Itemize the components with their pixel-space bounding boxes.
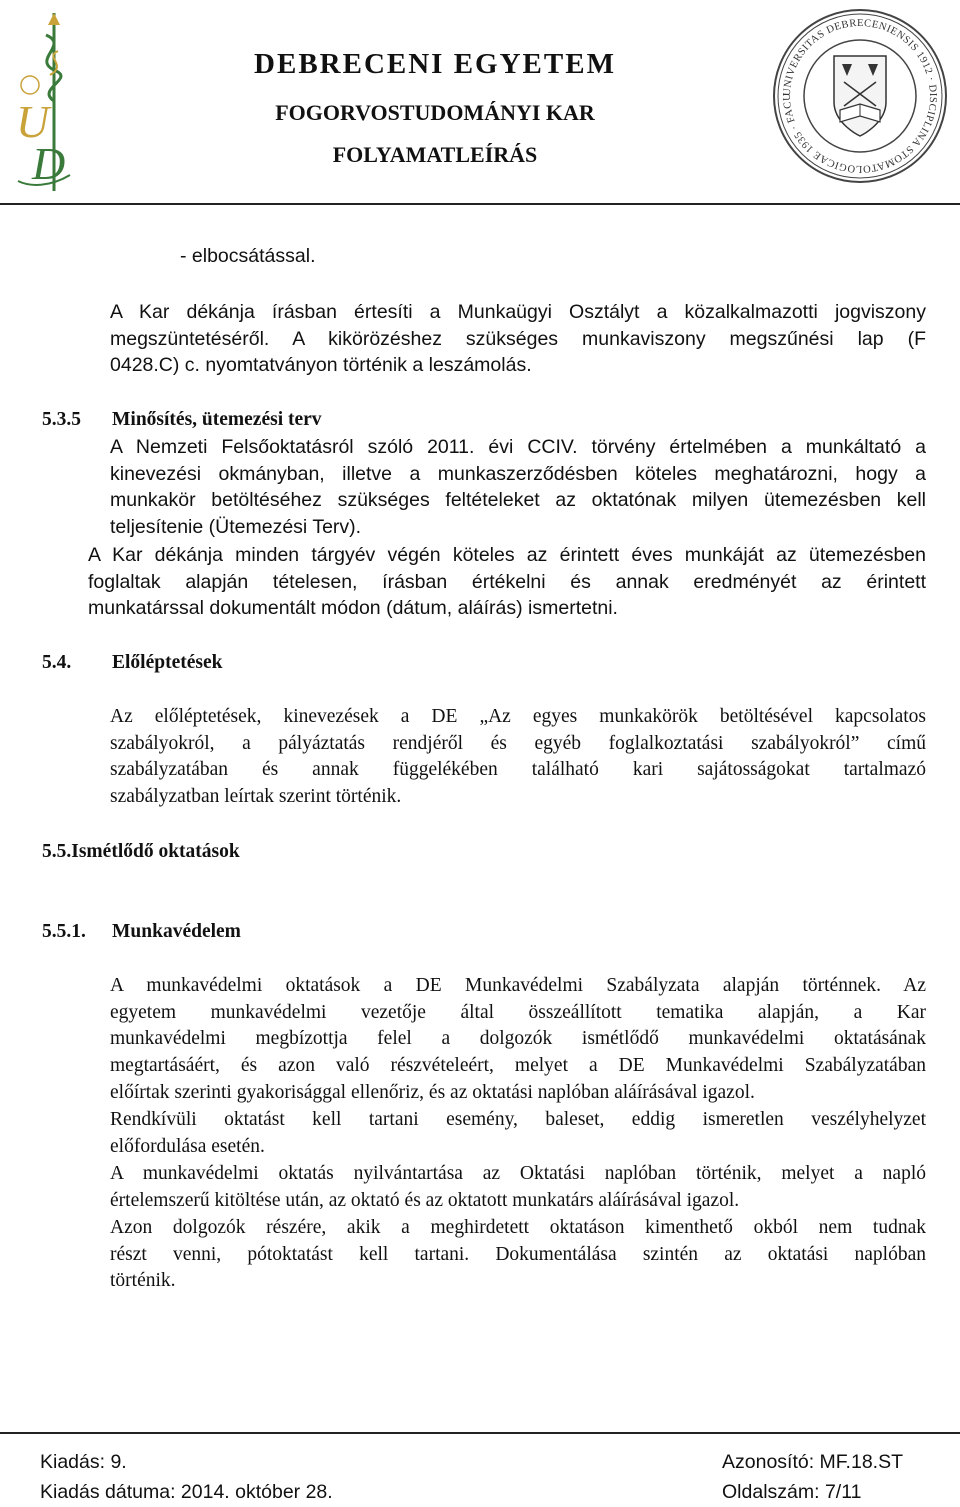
text-line: szabályokról, a pályáztatás rendjéről és egyéb foglalkoztatási szabályokról” című [110, 732, 926, 754]
section-5-5-heading: 5.5.Ismétlődő oktatások [42, 841, 240, 862]
paragraph-extraordinary-training [110, 1107, 926, 1160]
section-5-4-number: 5.4. [42, 652, 72, 673]
paragraph-annual-evaluation [88, 542, 926, 622]
text-line: A Kar dékánja írásban értesíti a Munkaügyi Osztályt a közalkalmazotti jogviszony [110, 301, 926, 323]
text-line: A munkavédelmi oktatás nyilvántartása az Oktatási naplóban történik, melyet a napló [110, 1163, 926, 1184]
header-divider [0, 203, 960, 205]
section-5-3-5-title: Minősítés, ütemezési terv [112, 409, 322, 430]
text-line: előírtak szerinti gyakorisággal ellenőriz, és az oktatási naplóban aláírásával igazol. [110, 1081, 755, 1103]
document-identifier: Azonosító: MF.18.ST [722, 1451, 903, 1473]
text-line: szabályzatában és annak függelékében található kari sajátosságokat tartalmazó [110, 759, 926, 781]
section-5-3-5-number: 5.3.5 [42, 409, 81, 430]
text-line: egyetem munkavédelmi vezetője által összeállított tematika alapján, a Kar [110, 1001, 926, 1023]
text-line: Az előléptetések, kinevezések a DE „Az egyes munkakörök betöltésével kapcsolatos [110, 706, 926, 727]
paragraph-training-records [110, 1161, 926, 1214]
text-line: munkatárssal dokumentált módon (dátum, aláírás) ismertetni. [88, 597, 618, 620]
section-5-5-1-title: Munkavédelem [112, 921, 241, 942]
text-line: megszüntetéséről. A kikörözéshez szükséges munkaviszony megszűnési lap (F [110, 327, 926, 350]
paragraph-promotions [110, 704, 926, 811]
footer-left [40, 1447, 333, 1507]
text-line: teljesítenie (Ütemezési Terv). [110, 516, 362, 539]
paragraph-dean-notification [110, 299, 926, 379]
text-line: munkavédelmi megbízottja felel a dolgozók ismétlődő munkavédelmi oktatásának [110, 1028, 926, 1050]
text-line: szabályzatban leírtak szerint történik. [110, 786, 402, 808]
text-line: kinevezési okmányban, illetve a munkaszerződésben köteles meghatározni, hogy a [110, 462, 926, 485]
page-number: Oldalszám: 7/11 [722, 1481, 862, 1503]
text-line: 0428.C) c. nyomtatványon történik a leszámolás. [110, 354, 532, 377]
faculty-name: FOGORVOSTUDOMÁNYI KAR [275, 100, 595, 125]
university-name: DEBRECENI EGYETEM [254, 48, 616, 80]
text-line: részt venni, pótoktatást kell tartani. Dokumentálása szintén az oktatási naplóban [110, 1243, 926, 1265]
faculty-seal [770, 6, 950, 186]
edition: Kiadás: 9. [40, 1451, 127, 1473]
text-line: munkakör betöltéséhez szükséges feltételeket az oktatónak milyen ütemezésben kell [110, 489, 926, 512]
text-line: értelemszerű kitöltése után, az oktató és az oktatott munkatárs aláírásával igazol. [110, 1189, 740, 1211]
text-line: Rendkívüli oktatást kell tartani esemény, baleset, eddig ismeretlen veszélyhelyzet [110, 1109, 926, 1130]
footer-divider [0, 1432, 960, 1434]
svg-text:D: D [32, 138, 66, 189]
dismissal-item: - elbocsátással. [180, 245, 316, 267]
svg-text:U: U [16, 96, 50, 147]
text-line: Azon dolgozók részére, akik a meghirdetett oktatáson kimenthető okból nem tudnak [110, 1217, 926, 1238]
paragraph-safety-training [110, 973, 926, 1107]
document-type: FOLYAMATLEÍRÁS [332, 142, 538, 167]
text-line: A Kar dékánja minden tárgyév végén köteles az érintett éves munkáját az ütemezésben [88, 544, 926, 566]
edition-date: Kiadás dátuma: 2014. október 28. [40, 1481, 333, 1503]
section-5-4-title: Előléptetések [112, 652, 223, 673]
paragraph-makeup-training [110, 1215, 926, 1295]
svg-text:UNIVERSITAS DEBRECENIENSIS 191: UNIVERSITAS DEBRECENIENSIS 1912 · DISCIPLINA STOMATOLOGICAE 1935 · FACU [781, 17, 939, 175]
text-line: A munkavédelmi oktatások a DE Munkavédelmi Szabályzata alapján történnek. Az [110, 975, 926, 996]
paragraph-schedule-plan [110, 434, 926, 541]
footer-right [722, 1447, 903, 1507]
text-line: előfordulása esetén. [110, 1135, 265, 1157]
text-line: A Nemzeti Felsőoktatásról szóló 2011. évi CCIV. törvény értelmében a munkáltató a [110, 436, 926, 458]
section-5-5-1-number: 5.5.1. [42, 921, 86, 942]
text-line: megtartásáért, és azon való részvételeért, melyet a DE Munkavédelmi Szabályzatában [110, 1055, 926, 1077]
text-line: történik. [110, 1270, 176, 1292]
text-line: foglaltak alapján tételesen, írásban értékelni és annak eredményét az érintett [88, 570, 926, 593]
